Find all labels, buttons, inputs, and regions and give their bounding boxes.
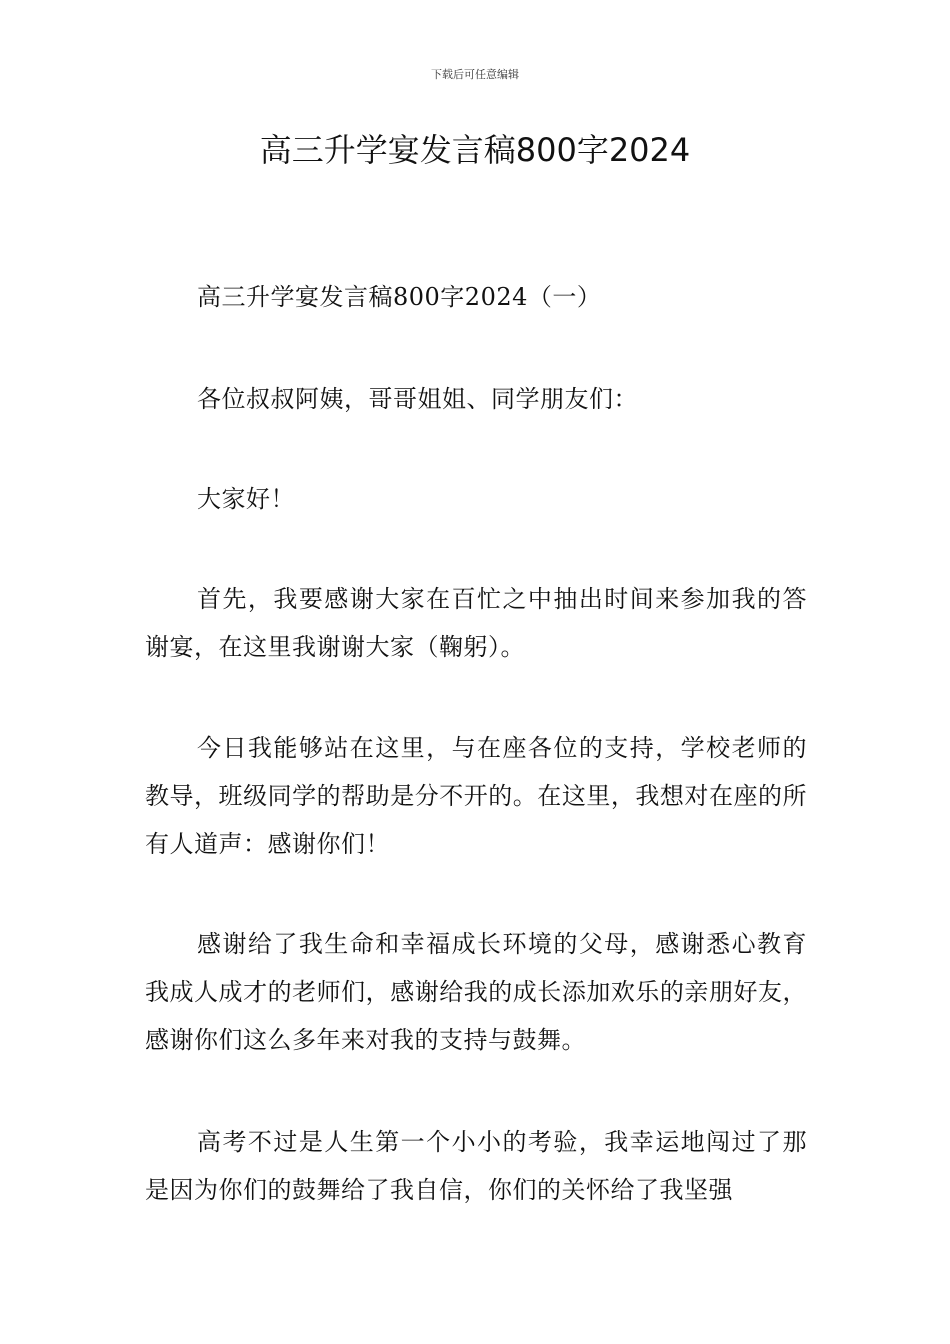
paragraph: 感谢给了我生命和幸福成长环境的父母，感谢悉心教育我成人成才的老师们，感谢给我的成长添加欢乐的亲朋好友，感谢你们这么多年来对我的支持与鼓舞。 bbox=[145, 930, 807, 1054]
paragraph-thanks bbox=[145, 575, 807, 671]
paragraph-exam bbox=[145, 1118, 807, 1214]
paragraph-subtitle bbox=[145, 273, 807, 321]
paragraph-gratitude bbox=[145, 920, 807, 1064]
paragraph: 首先，我要感谢大家在百忙之中抽出时间来参加我的答谢宴，在这里我谢谢大家（鞠躬）。 bbox=[145, 585, 807, 661]
paragraph: 高三升学宴发言稿800字2024（一） bbox=[197, 283, 602, 311]
paragraph: 今日我能够站在这里，与在座各位的支持，学校老师的教导，班级同学的帮助是分不开的。在这里，我想对在座的所有人道声：感谢你们！ bbox=[145, 734, 807, 858]
page-header-note: 下载后可任意编辑 bbox=[431, 68, 519, 81]
document-title: 高三升学宴发言稿800字2024 bbox=[259, 131, 691, 169]
paragraph: 大家好！ bbox=[197, 485, 295, 513]
paragraph: 高考不过是人生第一个小小的考验，我幸运地闯过了那是因为你们的鼓舞给了我自信，你们的关怀给了我坚强 bbox=[145, 1128, 807, 1204]
paragraph-support bbox=[145, 724, 807, 868]
paragraph: 各位叔叔阿姨，哥哥姐姐、同学朋友们： bbox=[197, 385, 638, 413]
paragraph-salutation bbox=[145, 375, 807, 423]
paragraph-greeting bbox=[145, 475, 807, 523]
